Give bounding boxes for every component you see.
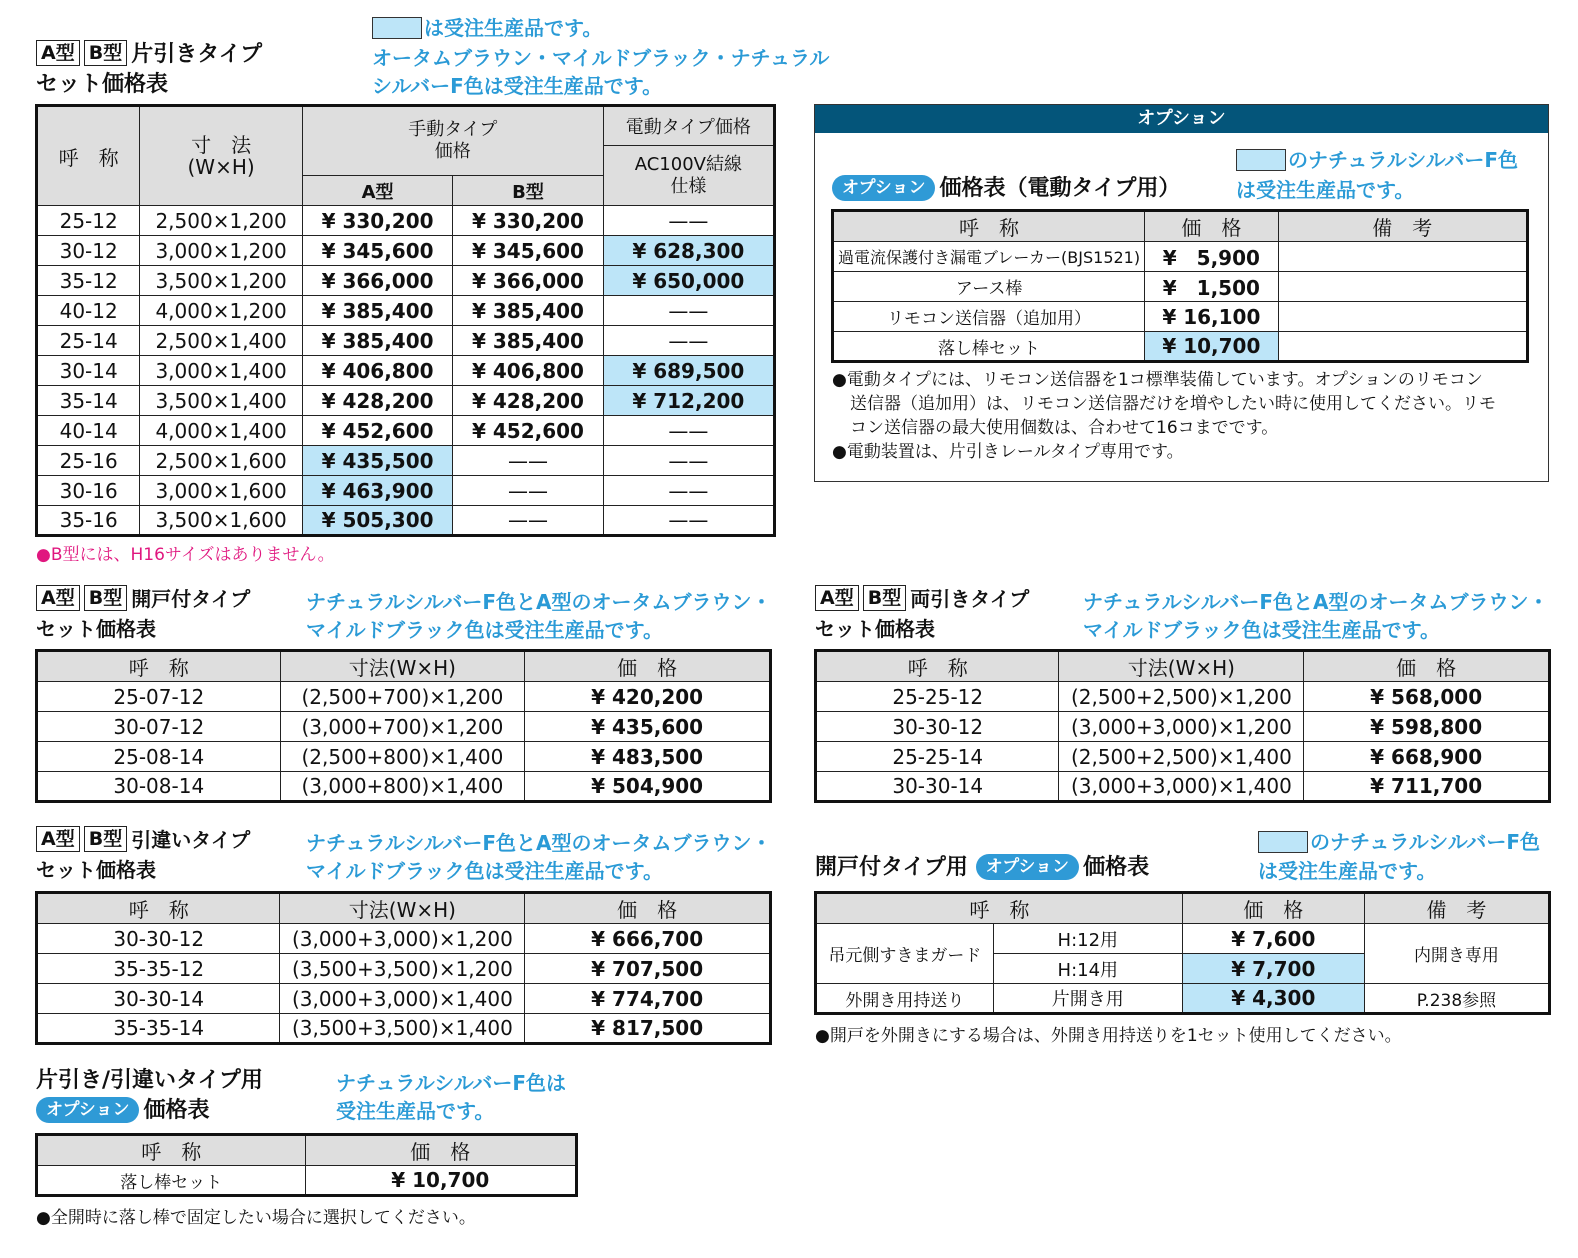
ryobiki-subtitle: セット価格表: [815, 617, 935, 641]
options-bar: オプション: [815, 105, 1548, 133]
table-row: 30-30-14 (3,000+3,000)×1,400 ¥ 711,700: [816, 772, 1550, 802]
header-manual: 手動タイプ 価格: [302, 106, 603, 176]
hikichigai-note-1: ナチュラルシルバーF色とA型のオータムブラウン・: [306, 831, 772, 855]
header-electric: 電動タイプ価格: [603, 106, 774, 146]
table-row: 25-14 2,500×1,400 ¥ 385,400 ¥ 385,400 ——: [37, 326, 775, 356]
slide-options-table: [35, 1133, 578, 1197]
kaitotsuki-price-table: [35, 649, 772, 803]
kaitotsuki-note-1: ナチュラルシルバーF色とA型のオータムブラウン・: [306, 590, 772, 614]
kaito-options-table: [814, 891, 1551, 1015]
table-row: 30-30-12 (3,000+3,000)×1,200 ¥ 666,700: [37, 924, 771, 954]
ryobiki-title: A型 B型 両引きタイプ: [815, 584, 1029, 615]
table-row: 35-35-14 (3,500+3,500)×1,400 ¥ 817,500: [37, 1014, 771, 1044]
kaito-options-legend-2: は受注生産品です。: [1258, 859, 1437, 883]
slide-options-note-1: ナチュラルシルバーF色は: [336, 1071, 567, 1095]
header-price: 価 格: [1182, 893, 1364, 924]
type-a-label: A型: [36, 585, 80, 611]
highlight-swatch: [1258, 831, 1308, 853]
header-name: 呼 称: [816, 651, 1059, 682]
electric-note-2: ●電動装置は、片引きレールタイプ専用です。: [832, 442, 1184, 462]
hikichigai-price-table: [35, 891, 772, 1045]
option-badge: オプション: [976, 854, 1079, 880]
electric-options-legend-1: のナチュラルシルバーF色: [1236, 146, 1518, 174]
kaito-options-footnote: ●開戸を外開きにする場合は、外開き用持送りを1セット使用してください。: [815, 1026, 1402, 1046]
slide-options-title-2: オプション 価格表: [36, 1096, 210, 1126]
type-b-label: B型: [84, 40, 127, 66]
table-row: 吊元側すきまガード H:12用 ¥ 7,600 内開き専用: [816, 924, 1550, 954]
table-row: 30-12 3,000×1,200 ¥ 345,600 ¥ 345,600 ¥ 628,300: [37, 236, 775, 266]
header-size: 寸法(W×H): [280, 893, 525, 924]
electric-note-1a: ●電動タイプには、リモコン送信器を1コ標準装備しています。オプションのリモコン: [832, 370, 1483, 390]
type-a-label: A型: [36, 826, 80, 852]
table-row: 落し棒セット ¥ 10,700: [37, 1166, 577, 1196]
table-row: リモコン送信器（追加用） ¥ 16,100: [833, 302, 1528, 332]
table-row: 25-12 2,500×1,200 ¥ 330,200 ¥ 330,200 ——: [37, 206, 775, 236]
table-row: 25-25-14 (2,500+2,500)×1,400 ¥ 668,900: [816, 742, 1550, 772]
option-badge: オプション: [36, 1097, 139, 1123]
option-badge: オプション: [832, 175, 935, 201]
katabiki-footnote: ●B型には、H16サイズはありません。: [36, 545, 335, 565]
type-b-label: B型: [84, 826, 127, 852]
type-b-label: B型: [84, 585, 127, 611]
table-row: 30-30-14 (3,000+3,000)×1,400 ¥ 774,700: [37, 984, 771, 1014]
header-name: 呼 称: [37, 1135, 306, 1166]
highlight-swatch: [1236, 149, 1286, 171]
slide-options-footnote: ●全開時に落し棒で固定したい場合に選択してください。: [36, 1208, 476, 1228]
header-price: 価 格: [305, 1135, 576, 1166]
ryobiki-price-table: [814, 649, 1551, 803]
header-name: 呼 称: [37, 893, 280, 924]
table-row: 30-16 3,000×1,600 ¥ 463,900 —— ——: [37, 476, 775, 506]
header-price: 価 格: [525, 651, 771, 682]
slide-options-note-2: 受注生産品です。: [336, 1099, 495, 1123]
hikichigai-title: A型 B型 引違いタイプ: [36, 825, 250, 856]
katabiki-subtitle: セット価格表: [36, 72, 169, 97]
table-row: 落し棒セット ¥ 10,700: [833, 332, 1528, 362]
type-a-label: A型: [815, 585, 859, 611]
table-row: H:14用 ¥ 7,700: [816, 954, 1550, 984]
hikichigai-note-2: マイルドブラック色は受注生産品です。: [306, 859, 663, 883]
table-row: 40-14 4,000×1,400 ¥ 452,600 ¥ 452,600 ——: [37, 416, 775, 446]
header-price: 価 格: [525, 893, 771, 924]
header-name: 呼 称: [833, 211, 1145, 242]
table-row: 35-16 3,500×1,600 ¥ 505,300 —— ——: [37, 506, 775, 536]
ryobiki-note-1: ナチュラルシルバーF色とA型のオータムブラウン・: [1083, 590, 1549, 614]
table-row: 25-25-12 (2,500+2,500)×1,200 ¥ 568,000: [816, 682, 1550, 712]
legend-text: は受注生産品です。: [424, 16, 603, 40]
kaitotsuki-subtitle: セット価格表: [36, 617, 156, 641]
table-row: 35-14 3,500×1,400 ¥ 428,200 ¥ 428,200 ¥ 712,200: [37, 386, 775, 416]
header-price: 価 格: [1145, 211, 1278, 242]
hikichigai-subtitle: セット価格表: [36, 858, 156, 882]
kaito-options-legend-1: のナチュラルシルバーF色: [1258, 828, 1540, 856]
title-line1: 片引きタイプ: [131, 42, 263, 67]
table-row: 30-14 3,000×1,400 ¥ 406,800 ¥ 406,800 ¥ 689,500: [37, 356, 775, 386]
header-remarks: 備 考: [1278, 211, 1527, 242]
header-remarks: 備 考: [1364, 893, 1549, 924]
kaitotsuki-title: A型 B型 開戸付タイプ: [36, 584, 250, 615]
electric-options-table: [831, 209, 1529, 363]
table-row: 25-08-14 (2,500+800)×1,400 ¥ 483,500: [37, 742, 771, 772]
kaito-options-title: 開戸付タイプ用 オプション 価格表: [815, 855, 1150, 880]
header-price: 価 格: [1304, 651, 1550, 682]
katabiki-note-1: オータムブラウン・マイルドブラック・ナチュラル: [372, 46, 830, 70]
table-row: 35-12 3,500×1,200 ¥ 366,000 ¥ 366,000 ¥ 650,000: [37, 266, 775, 296]
table-row: 過電流保護付き漏電ブレーカー(BJS1521) ¥ 5,900: [833, 242, 1528, 272]
electric-note-1b: 送信器（追加用）は、リモコン送信器だけを増やしたい時に使用してください。リモ: [850, 394, 1496, 414]
header-name: 呼 称: [37, 106, 140, 206]
table-row: アース棒 ¥ 1,500: [833, 272, 1528, 302]
katabiki-price-table: [35, 104, 776, 537]
table-row: 30-30-12 (3,000+3,000)×1,200 ¥ 598,800: [816, 712, 1550, 742]
table-row: 25-16 2,500×1,600 ¥ 435,500 —— ——: [37, 446, 775, 476]
table-row: 外開き用持送り 片開き用 ¥ 4,300 P.238参照: [816, 984, 1550, 1014]
header-electric-sub: AC100V結線 仕様: [603, 146, 774, 206]
electric-note-1c: コン送信器の最大使用個数は、合わせて16コまでです。: [850, 418, 1279, 438]
katabiki-note-2: シルバーF色は受注生産品です。: [372, 74, 663, 98]
table-row: 30-08-14 (3,000+800)×1,400 ¥ 504,900: [37, 772, 771, 802]
header-name: 呼 称: [816, 893, 1183, 924]
header-size: 寸法(W×H): [1059, 651, 1304, 682]
header-size: 寸法(W×H): [280, 651, 525, 682]
highlight-swatch: [372, 17, 422, 39]
header-type-b: B型: [453, 176, 603, 206]
header-type-a: A型: [302, 176, 452, 206]
type-b-label: B型: [863, 585, 906, 611]
table-row: 35-35-12 (3,500+3,500)×1,200 ¥ 707,500: [37, 954, 771, 984]
table-row: 40-12 4,000×1,200 ¥ 385,400 ¥ 385,400 ——: [37, 296, 775, 326]
katabiki-title: [36, 40, 262, 70]
electric-options-title: オプション 価格表（電動タイプ用）: [832, 174, 1180, 204]
header-name: 呼 称: [37, 651, 281, 682]
type-a-label: A型: [36, 40, 80, 66]
electric-options-legend-2: は受注生産品です。: [1236, 178, 1415, 202]
kaitotsuki-note-2: マイルドブラック色は受注生産品です。: [306, 618, 663, 642]
table-row: 25-07-12 (2,500+700)×1,200 ¥ 420,200: [37, 682, 771, 712]
header-size: 寸 法 (W×H): [140, 106, 303, 206]
legend-top: [372, 14, 602, 42]
table-row: 30-07-12 (3,000+700)×1,200 ¥ 435,600: [37, 712, 771, 742]
ryobiki-note-2: マイルドブラック色は受注生産品です。: [1083, 618, 1440, 642]
slide-options-title-1: 片引き/引違いタイプ用: [36, 1068, 263, 1093]
